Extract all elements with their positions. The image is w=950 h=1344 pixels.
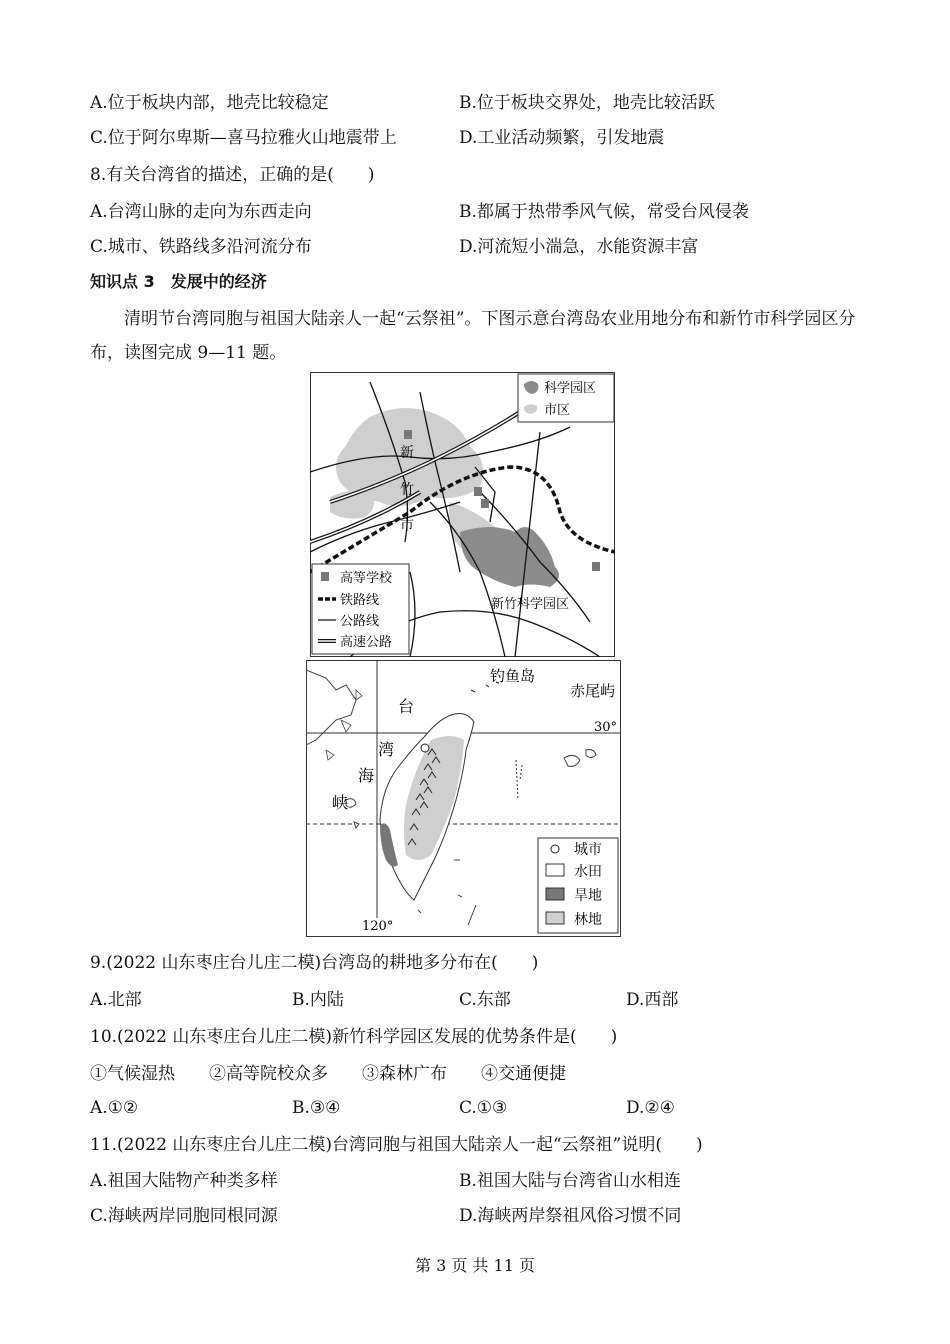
label-chiwei: 赤尾屿 xyxy=(570,682,616,700)
label-diaoyu: 钓鱼岛 xyxy=(490,667,536,685)
q9-option-c: C.东部 xyxy=(459,990,511,1010)
q8-option-c: C.城市、铁路线多沿河流分布 xyxy=(90,237,312,257)
q11-option-b: B.祖国大陆与台湾省山水相连 xyxy=(459,1171,681,1191)
q8-option-a: A.台湾山脉的走向为东西走向 xyxy=(90,202,312,222)
legend-urban: 市区 xyxy=(544,403,571,418)
q10-option-c: C.①③ xyxy=(459,1098,508,1118)
strait-char-4: 峡 xyxy=(332,793,349,812)
legend-road: 公路线 xyxy=(340,614,380,629)
q7-option-a: A.位于板块内部，地壳比较稳定 xyxy=(90,93,329,113)
q7-option-c: C.位于阿尔卑斯—喜马拉雅火山地震带上 xyxy=(90,128,397,148)
q10-items: ①气候湿热 ②高等院校众多 ③森林广布 ④交通便捷 xyxy=(90,1064,566,1084)
section-heading: 知识点 3 发展中的经济 xyxy=(90,272,267,291)
q8-option-b: B.都属于热带季风气候，常受台风侵袭 xyxy=(459,202,749,222)
legend-city: 城市 xyxy=(574,842,602,858)
legend-university: 高等学校 xyxy=(340,571,393,586)
legend-science-park: 科学园区 xyxy=(544,381,597,396)
q8-stem: 8.有关台湾省的描述，正确的是( ) xyxy=(90,165,375,185)
map-park-label: 新竹科学园区 xyxy=(491,597,570,612)
label-lat: 30° xyxy=(594,720,618,735)
q9-option-a: A.北部 xyxy=(90,990,142,1010)
q10-option-d: D.②④ xyxy=(626,1098,675,1118)
strait-char-1: 台 xyxy=(398,697,415,716)
q7-option-b: B.位于板块交界处，地壳比较活跃 xyxy=(459,93,715,113)
q10-stem: 10.(2022 山东枣庄台儿庄二模)新竹科学园区发展的优势条件是( ) xyxy=(90,1027,618,1047)
strait-char-2: 湾 xyxy=(378,740,395,759)
legend-highway: 高速公路 xyxy=(340,635,393,650)
legend-paddy: 水田 xyxy=(574,864,602,880)
page-footer: 第 3 页 共 11 页 xyxy=(415,1256,535,1275)
q8-option-d: D.河流短小湍急，水能资源丰富 xyxy=(459,237,699,257)
q9-option-d: D.西部 xyxy=(626,990,679,1010)
q10-option-b: B.③④ xyxy=(292,1098,341,1118)
q9-option-b: B.内陆 xyxy=(292,990,344,1010)
legend-forest: 林地 xyxy=(574,912,602,928)
q11-option-c: C.海峡两岸同胞同根同源 xyxy=(90,1206,278,1226)
legend-dry: 旱地 xyxy=(574,888,602,904)
intro-paragraph: 清明节台湾同胞与祖国大陆亲人一起“云祭祖”。下图示意台湾岛农业用地分布和新竹市科学园区分布，读图完成 9—11 题。 xyxy=(90,309,856,363)
map-city-char-1: 新 xyxy=(400,445,414,461)
q7-option-d: D.工业活动频繁，引发地震 xyxy=(459,128,665,148)
q10-option-a: A.①② xyxy=(90,1098,139,1118)
q11-stem: 11.(2022 山东枣庄台儿庄二模)台湾同胞与祖国大陆亲人一起“云祭祖”说明( ) xyxy=(90,1135,703,1155)
strait-char-3: 海 xyxy=(358,766,375,785)
q11-option-d: D.海峡两岸祭祖风俗习惯不同 xyxy=(459,1206,682,1226)
taiwan-map xyxy=(306,660,621,937)
q9-stem: 9.(2022 山东枣庄台儿庄二模)台湾岛的耕地多分布在( ) xyxy=(90,953,539,973)
q11-option-a: A.祖国大陆物产种类多样 xyxy=(90,1171,278,1191)
label-lon: 120° xyxy=(362,919,394,934)
map-city-char-2: 竹 xyxy=(400,482,414,498)
map-city-char-3: 市 xyxy=(400,518,414,534)
hsinchu-map xyxy=(310,372,615,657)
legend-railway: 铁路线 xyxy=(340,593,380,608)
